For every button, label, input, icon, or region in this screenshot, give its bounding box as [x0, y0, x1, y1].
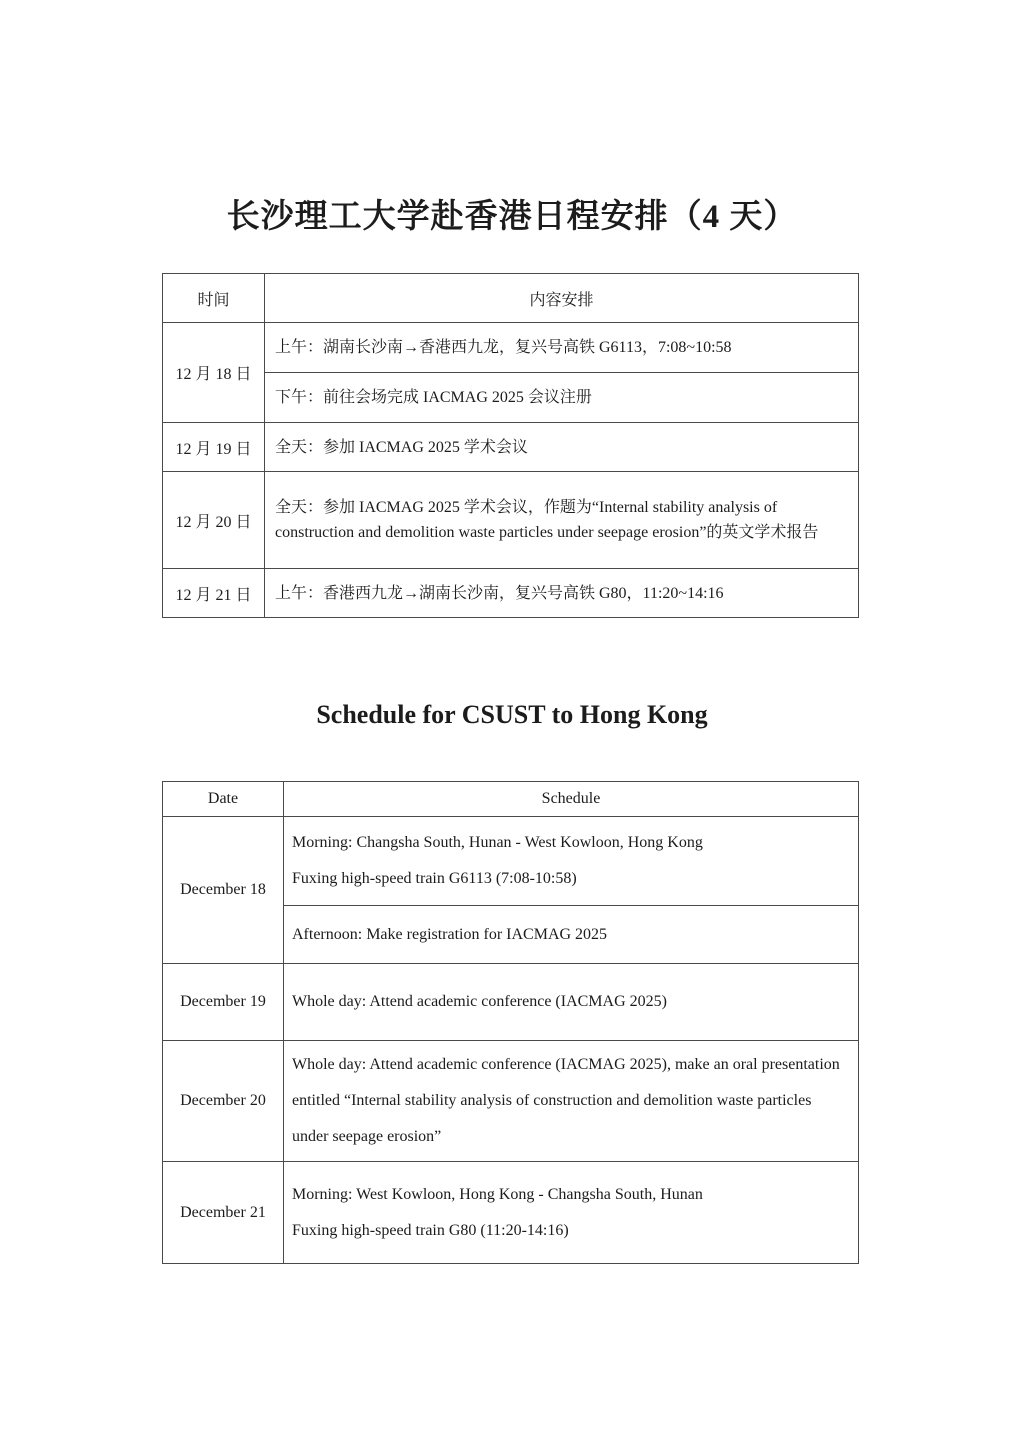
table-row — [163, 423, 859, 472]
schedule-cell-dec20-zh: 全天：参加 IACMAG 2025 学术会议，作题为“Internal stability analysis of construction and demolition waste particles under seepage erosion”的英文学术报告 — [265, 472, 859, 569]
schedule-cell-dec21-zh: 上午：香港西九龙→湖南长沙南，复兴号高铁 G80，11:20~14:16 — [265, 569, 859, 618]
table-row — [163, 1162, 859, 1264]
schedule-line: Morning: West Kowloon, Hong Kong - Changsha South, Hunan — [292, 1185, 703, 1203]
schedule-line: Fuxing high-speed train G6113 (7:08-10:58) — [292, 870, 577, 887]
table-row — [163, 1041, 859, 1162]
table-row — [163, 373, 859, 423]
schedule-cell-dec19-en — [284, 964, 859, 1041]
table-row — [163, 964, 859, 1041]
title-en: Schedule for CSUST to Hong Kong — [316, 700, 708, 729]
date-cell-dec19-en: December 19 — [163, 964, 284, 1041]
date-cell-dec21-zh: 12 月 21 日 — [163, 569, 265, 618]
table-en-header-row — [163, 782, 859, 817]
schedule-line: Morning: Changsha South, Hunan - West Kowloon, Hong Kong — [292, 834, 703, 851]
schedule-table-zh — [162, 273, 859, 618]
table-row — [163, 472, 859, 569]
schedule-cell-dec20-en: Whole day: Attend academic conference (IACMAG 2025), make an oral presentation entitled “Internal stability analysis of construction and demolition waste particles under seepage erosion” — [284, 1041, 859, 1162]
schedule-cell-dec18-morning-en — [284, 817, 859, 906]
table-zh-header-row — [163, 274, 859, 323]
table-row — [163, 323, 859, 373]
date-cell-dec18-en: December 18 — [163, 817, 284, 964]
date-cell-dec19-zh: 12 月 19 日 — [163, 423, 265, 472]
schedule-line: Whole day: Attend academic conference (IACMAG 2025) — [292, 993, 667, 1010]
table-row — [163, 569, 859, 618]
schedule-line: Fuxing high-speed train G80 (11:20-14:16) — [292, 1221, 569, 1239]
table-row — [163, 817, 859, 906]
schedule-cell-dec18-morning-zh: 上午：湖南长沙南→香港西九龙，复兴号高铁 G6113，7:08~10:58 — [265, 323, 859, 373]
table-en-header-date: Date — [163, 782, 284, 817]
date-cell-dec21-en: December 21 — [163, 1162, 284, 1264]
date-cell-dec20-zh: 12 月 20 日 — [163, 472, 265, 569]
schedule-line: Afternoon: Make registration for IACMAG 2025 — [292, 925, 608, 943]
schedule-cell-dec21-en — [284, 1162, 859, 1264]
title-zh: 长沙理工大学赴香港日程安排（4 天） — [226, 199, 798, 235]
table-zh-header-time: 时间 — [163, 274, 265, 323]
schedule-cell-dec18-afternoon-en — [284, 906, 859, 964]
table-zh-header-content: 内容安排 — [265, 274, 859, 323]
schedule-cell-dec18-afternoon-zh: 下午：前往会场完成 IACMAG 2025 会议注册 — [265, 373, 859, 423]
schedule-cell-dec19-zh: 全天：参加 IACMAG 2025 学术会议 — [265, 423, 859, 472]
table-en-header-schedule: Schedule — [284, 782, 859, 817]
date-cell-dec18-zh: 12 月 18 日 — [163, 323, 265, 423]
schedule-table-en — [162, 781, 859, 1264]
date-cell-dec20-en: December 20 — [163, 1041, 284, 1162]
